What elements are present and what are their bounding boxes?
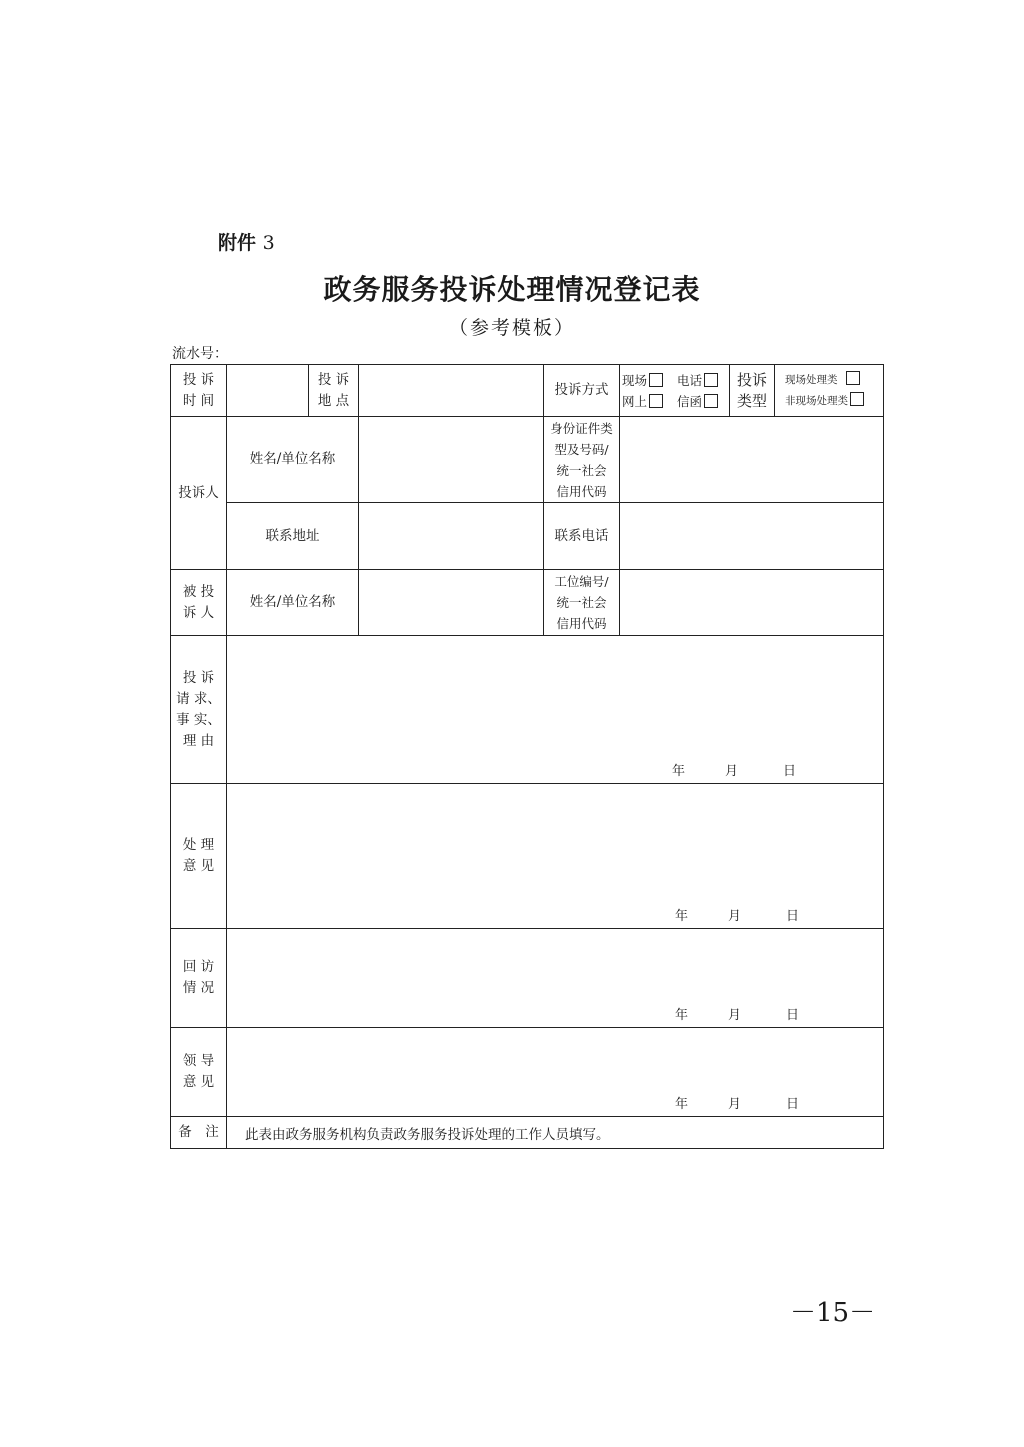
complaint-registration-table	[170, 364, 884, 1149]
date-line: 年 月 日	[675, 909, 800, 924]
complainant-name-field[interactable]	[359, 417, 544, 503]
checkbox-icon	[649, 373, 663, 387]
complainant-phone-label: 联系电话	[544, 503, 620, 570]
checkbox-icon	[704, 373, 718, 387]
complainant-phone-field[interactable]	[620, 503, 884, 570]
follow-up-label: 回 访 情 况	[171, 929, 227, 1028]
complaint-details-field[interactable]	[227, 636, 884, 784]
complaint-time-field[interactable]	[227, 365, 309, 417]
type-offsite[interactable]: 非现场处理类	[785, 391, 883, 412]
complainant-address-field[interactable]	[359, 503, 544, 570]
date-line: 年 月 日	[672, 764, 797, 779]
form-subtitle: （参考模板）	[448, 317, 575, 339]
respondent-id-field[interactable]	[620, 570, 884, 636]
complaint-type-label: 投诉 类型	[730, 365, 775, 417]
complainant-label: 投诉人	[171, 417, 227, 570]
respondent-id-label: 工位编号/ 统一社会 信用代码	[544, 570, 620, 636]
leader-opinion-label: 领 导 意 见	[171, 1028, 227, 1117]
method-online[interactable]: 网上	[622, 391, 663, 412]
remark-text: 此表由政务服务机构负责政务服务投诉处理的工作人员填写。	[227, 1117, 884, 1149]
type-onsite[interactable]: 现场处理类	[785, 370, 883, 391]
complainant-name-label: 姓名/单位名称	[227, 417, 359, 503]
method-letter[interactable]: 信函	[677, 391, 718, 412]
respondent-label: 被 投 诉 人	[171, 570, 227, 636]
checkbox-icon	[846, 371, 860, 385]
serial-number-label: 流水号：	[172, 346, 228, 362]
complainant-id-field[interactable]	[620, 417, 884, 503]
complainant-id-label: 身份证件类 型及号码/ 统一社会 信用代码	[544, 417, 620, 503]
date-line: 年 月 日	[675, 1097, 800, 1112]
complainant-address-label: 联系地址	[227, 503, 359, 570]
follow-up-field[interactable]	[227, 929, 884, 1028]
date-line: 年 月 日	[675, 1008, 800, 1023]
handling-opinion-label: 处 理 意 见	[171, 784, 227, 929]
method-phone[interactable]: 电话	[677, 370, 718, 391]
respondent-name-label: 姓名/单位名称	[227, 570, 359, 636]
complaint-details-label: 投 诉 请 求、 事 实、 理 由	[171, 636, 227, 784]
page-number: －15－	[790, 1298, 876, 1328]
remark-label: 备 注	[171, 1117, 227, 1149]
checkbox-icon	[704, 394, 718, 408]
form-title: 政务服务投诉处理情况登记表	[323, 273, 701, 306]
complaint-place-field[interactable]	[359, 365, 544, 417]
complaint-time-label: 投 诉 时 间	[171, 365, 227, 417]
respondent-name-field[interactable]	[359, 570, 544, 636]
checkbox-icon	[649, 394, 663, 408]
complaint-method-label: 投诉方式	[544, 365, 620, 417]
complaint-place-label: 投 诉 地 点	[309, 365, 359, 417]
complaint-type-options	[775, 365, 884, 417]
complaint-method-options	[620, 365, 730, 417]
checkbox-icon	[850, 392, 864, 406]
attachment-label: 附件 3	[218, 232, 275, 254]
method-onsite[interactable]: 现场	[622, 370, 663, 391]
leader-opinion-field[interactable]	[227, 1028, 884, 1117]
handling-opinion-field[interactable]	[227, 784, 884, 929]
